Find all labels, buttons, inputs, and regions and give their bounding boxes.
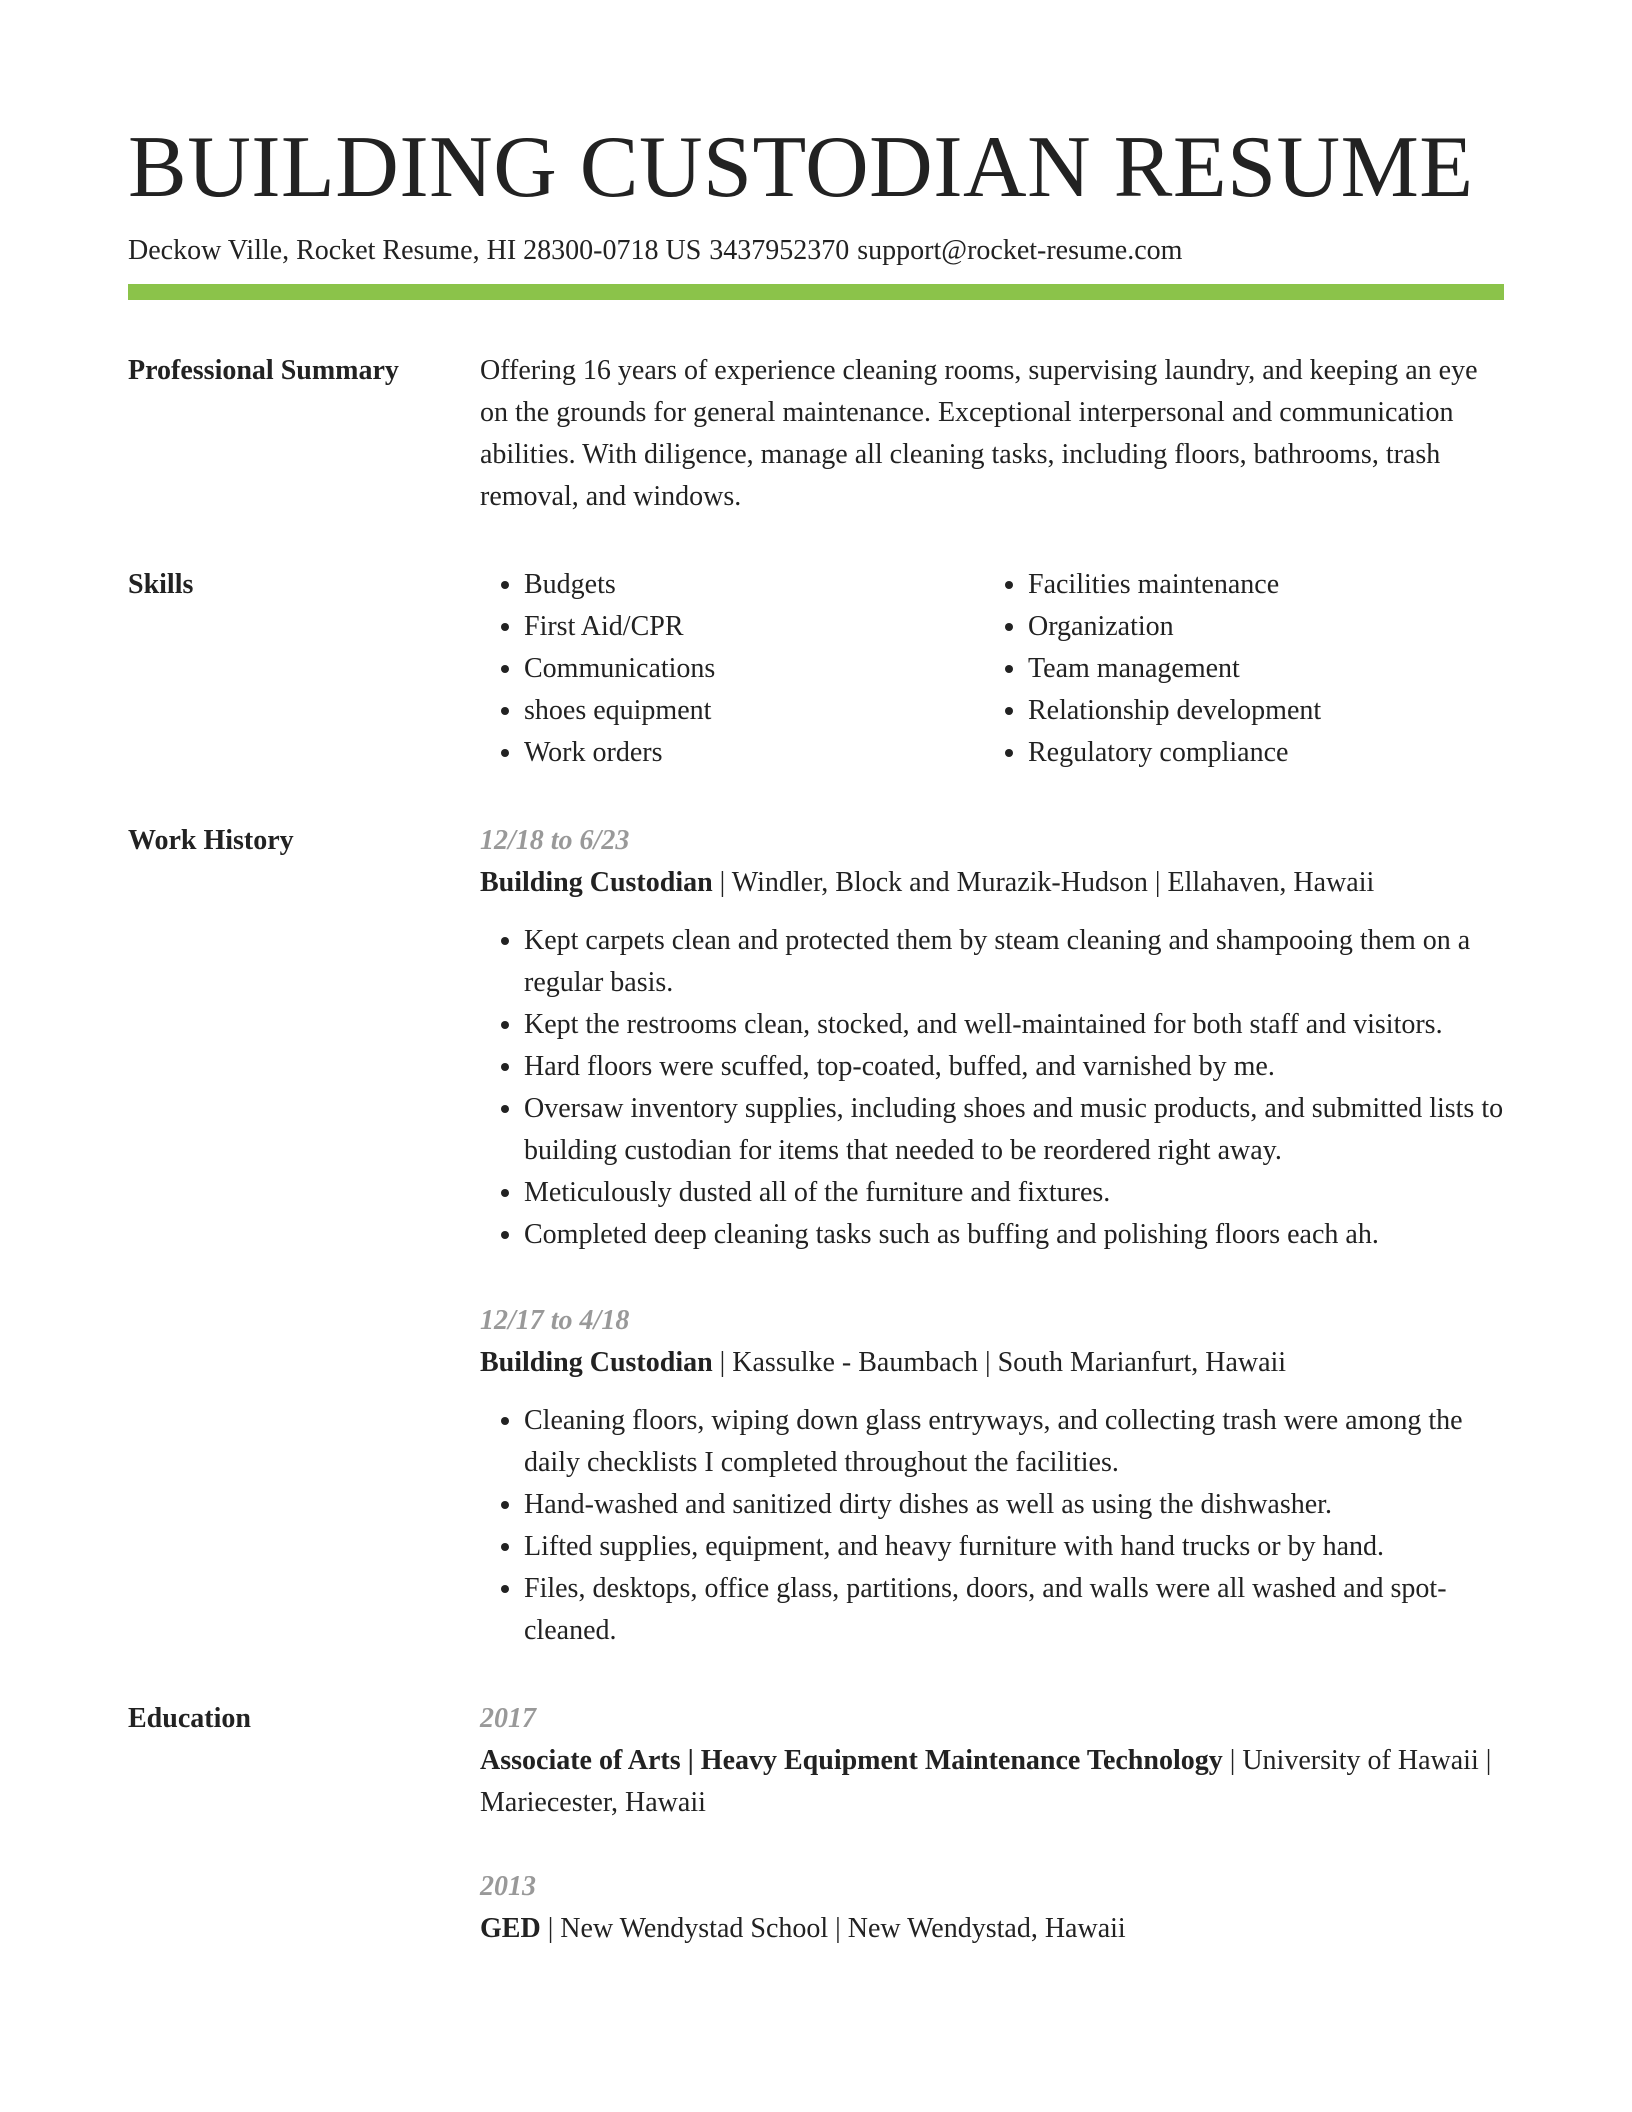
skill-item: • Communications xyxy=(524,648,984,690)
skill-item: • Regulatory compliance xyxy=(1028,732,1488,774)
skills-label: Skills xyxy=(128,569,194,600)
resume-page xyxy=(128,118,1504,1950)
job-bullet: • Cleaning floors, wiping down glass entryways, and collecting trash were among the daily checklists I completed throughout the facilities. xyxy=(524,1400,1504,1484)
skills-list-right xyxy=(984,564,1488,774)
summary-text: Offering 16 years of experience cleaning rooms, supervising laundry, and keeping an eye on the grounds for general maintenance. Exceptional interpersonal and communication abilities. With diligence, manage all cleaning tasks, including floors, bathrooms, trash removal, and windows. xyxy=(480,355,1478,512)
skill-item: • shoes equipment xyxy=(524,690,984,732)
education-entry xyxy=(480,1866,1504,1950)
job-bullets xyxy=(480,920,1504,1256)
job-employer: | Windler, Block and Murazik-Hudson | Ellahaven, Hawaii xyxy=(712,867,1375,898)
education-degree: Associate of Arts | Heavy Equipment Maintenance Technology xyxy=(480,1745,1223,1776)
job-employer: | Kassulke - Baumbach | South Marianfurt, Hawaii xyxy=(712,1347,1287,1378)
job-role-line xyxy=(480,862,1504,904)
summary-label: Professional Summary xyxy=(128,355,399,386)
job-dates: 12/18 to 6/23 xyxy=(480,825,630,856)
skill-item: • Team management xyxy=(1028,648,1488,690)
education-label: Education xyxy=(128,1703,251,1734)
education-degree: GED xyxy=(480,1913,541,1944)
contact-address: Deckow Ville, Rocket Resume, HI 28300-0718 US xyxy=(128,235,702,266)
skill-item: • Facilities maintenance xyxy=(1028,564,1488,606)
header-divider xyxy=(128,284,1504,300)
job-bullet: • Meticulously dusted all of the furniture and fixtures. xyxy=(524,1172,1504,1214)
education-year: 2013 xyxy=(480,1871,536,1902)
job-title: Building Custodian xyxy=(480,867,713,898)
skill-item: • Budgets xyxy=(524,564,984,606)
job-dates: 12/17 to 4/18 xyxy=(480,1305,630,1336)
summary-section xyxy=(128,350,1504,518)
skill-item: • First Aid/CPR xyxy=(524,606,984,648)
contact-info xyxy=(128,232,1504,270)
skill-item: • Work orders xyxy=(524,732,984,774)
job-bullet: • Kept carpets clean and protected them by steam cleaning and shampooing them on a regular basis. xyxy=(524,920,1504,1004)
education-school: | New Wendystad School | New Wendystad, Hawaii xyxy=(540,1913,1126,1944)
job-bullets xyxy=(480,1400,1504,1652)
work-history-section xyxy=(128,820,1504,1652)
skill-item: • Organization xyxy=(1028,606,1488,648)
job-bullet: • Hard floors were scuffed, top-coated, buffed, and varnished by me. xyxy=(524,1046,1504,1088)
contact-email: support@rocket-resume.com xyxy=(857,235,1183,266)
job-bullet: • Completed deep cleaning tasks such as buffing and polishing floors each ah. xyxy=(524,1214,1504,1256)
job-bullet: • Lifted supplies, equipment, and heavy furniture with hand trucks or by hand. xyxy=(524,1526,1504,1568)
job-role-line xyxy=(480,1342,1504,1384)
job-bullet: • Oversaw inventory supplies, including shoes and music products, and submitted lists to building custodian for items that needed to be reordered right away. xyxy=(524,1088,1504,1172)
skill-item: • Relationship development xyxy=(1028,690,1488,732)
skills-section xyxy=(128,564,1504,774)
contact-phone: 3437952370 xyxy=(709,235,850,266)
education-year: 2017 xyxy=(480,1703,536,1734)
job-bullet: • Files, desktops, office glass, partitions, doors, and walls were all washed and spot-cleaned. xyxy=(524,1568,1504,1652)
education-entry xyxy=(480,1698,1504,1824)
education-section xyxy=(128,1698,1504,1950)
education-school: | University of Hawaii | Mariecester, Hawaii xyxy=(480,1745,1492,1818)
job-title: Building Custodian xyxy=(480,1347,713,1378)
education-line xyxy=(480,1740,1504,1824)
job-entry xyxy=(480,820,1504,1256)
job-bullet: • Kept the restrooms clean, stocked, and well-maintained for both staff and visitors. xyxy=(524,1004,1504,1046)
resume-title: BUILDING CUSTODIAN RESUME xyxy=(128,119,1474,216)
job-bullet: • Hand-washed and sanitized dirty dishes as well as using the dishwasher. xyxy=(524,1484,1504,1526)
skills-list-left xyxy=(480,564,984,774)
education-line xyxy=(480,1908,1504,1950)
job-entry xyxy=(480,1300,1504,1652)
work-history-label: Work History xyxy=(128,825,294,856)
